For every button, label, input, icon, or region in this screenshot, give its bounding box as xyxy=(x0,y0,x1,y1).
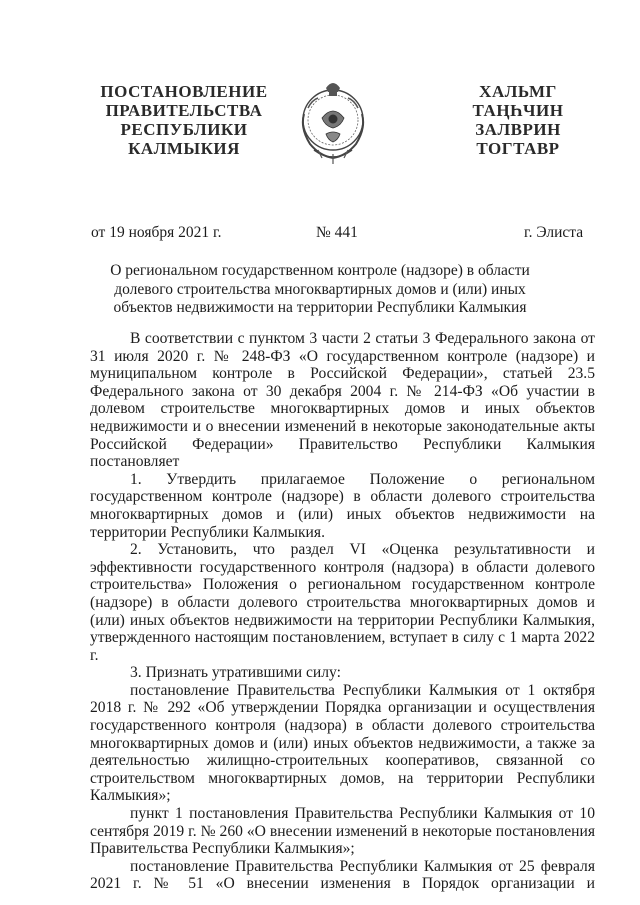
document-body xyxy=(90,330,595,893)
header-right-line: ТАҢҺЧИН xyxy=(472,101,564,120)
header-left-line: ПРАВИТЕЛЬСТВА xyxy=(105,101,263,120)
body-paragraph: 3. Признать утратившими силу: xyxy=(130,664,341,682)
header-right-line: ТОГТАВР xyxy=(476,139,560,158)
body-paragraph: В соответствии с пунктом 3 части 2 статьи 3 Федерального закона от 31 июля 2020 г. № 248-ФЗ «О государственном контроле (надзоре) и муниципальном контроле в Российской Федерации», статьей 23.5 Федерального закона от 30 декабря 2004 г. № 214-ФЗ «Об участии в долевом строительстве многоквартирных домов и иных объектов недвижимости и о внесении изменений в некоторые законодательные акты Российской Федерации» Правительство Республики Калмыкия постановляет xyxy=(90,330,595,471)
coat-of-arms-emblem-icon xyxy=(296,78,370,166)
document-title: О региональном государственном контроле (надзоре) в области долевого строительства многоквартирных домов и (или) иных объектов недвижимости на территории Республики Калмыкия xyxy=(110,262,530,316)
header-right-title xyxy=(462,82,574,158)
header-right-line: ХАЛЬМГ xyxy=(479,82,557,101)
header-left-line: КАЛМЫКИЯ xyxy=(128,139,240,158)
header-left-title xyxy=(98,82,270,158)
body-paragraph: постановление Правительства Республики Калмыкия от 1 октября 2018 г. № 292 «Об утверждении Порядка организации и осуществления государственного контроля (надзора) в области долевого строительства многоквартирных домов и (или) иных объектов недвижимости, а также за деятельностью жилищно-строительных кооперативов, связанной со строительством многоквартирных домов, на территории Республики Калмыкия»; xyxy=(90,681,595,805)
header-left-line: ПОСТАНОВЛЕНИЕ xyxy=(100,82,268,101)
body-paragraph: постановление Правительства Республики Калмыкия от 25 февраля 2021 г. № 51 «О внесении изменения в Порядок организации и xyxy=(90,857,595,893)
body-paragraph: пункт 1 постановления Правительства Республики Калмыкия от 10 сентября 2019 г. № 260 «О внесении изменений в некоторые постановления Правительства Республики Калмыкия»; xyxy=(90,805,595,858)
body-paragraph: 1. Утвердить прилагаемое Положение о региональном государственном контроле (надзоре) в области долевого строительства многоквартирных домов и (или) иных объектов недвижимости на территории Республики Калмыкия. xyxy=(90,470,595,541)
header-left-line: РЕСПУБЛИКИ xyxy=(120,120,248,139)
header-right-line: ЗАЛВРИН xyxy=(475,120,561,139)
document-number: № 441 xyxy=(316,224,358,241)
document-date: от 19 ноября 2021 г. xyxy=(91,224,222,241)
document-city: г. Элиста xyxy=(524,224,584,241)
body-paragraph: 2. Установить, что раздел VI «Оценка результативности и эффективности государственного контроля (надзора) в области долевого строительства» Положения о региональном государственном контроле (надзоре) в области долевого строительства многоквартирных домов и (или) иных объектов недвижимости на территории Республики Калмыкия, утвержденного настоящим постановлением, вступает в силу с 1 марта 2022 г. xyxy=(90,541,595,664)
